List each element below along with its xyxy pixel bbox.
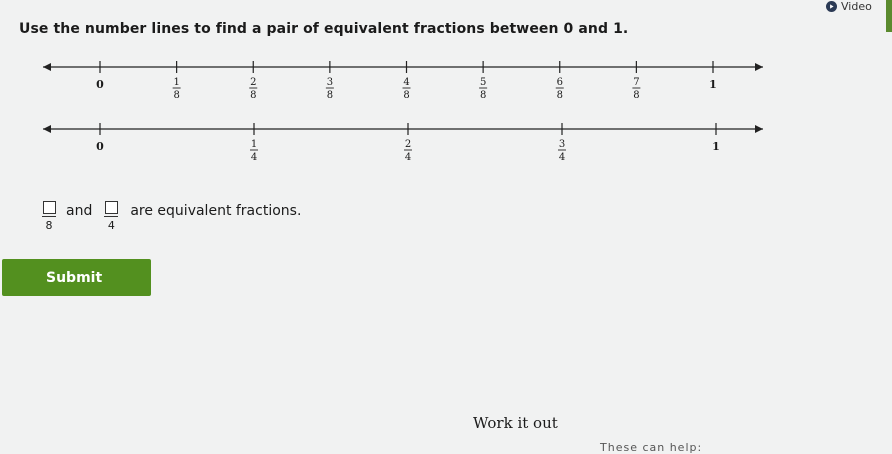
tick-label: 0 — [96, 78, 104, 91]
tick-label: 0 — [96, 140, 104, 153]
tick-denominator: 8 — [403, 90, 410, 101]
tick-numerator: 1 — [250, 139, 258, 150]
tick-denominator: 8 — [556, 90, 563, 101]
arrow-left-icon — [43, 125, 51, 133]
tick-label: 1 — [709, 78, 717, 91]
and-text: and — [66, 203, 93, 219]
tick-numerator: 2 — [404, 139, 412, 150]
arrow-left-icon — [43, 63, 51, 71]
work-it-out-link[interactable]: Work it out — [473, 414, 558, 432]
tick-denominator: 4 — [250, 152, 258, 163]
answer-row — [38, 196, 309, 236]
denominator-fourths: 4 — [107, 218, 115, 232]
number-line-fourths — [43, 123, 763, 163]
denominator-eighths: 8 — [45, 218, 53, 232]
tick-numerator: 3 — [326, 77, 334, 88]
tick-denominator: 8 — [479, 90, 487, 101]
tick-numerator: 5 — [479, 77, 487, 88]
tick-numerator: 4 — [403, 77, 410, 88]
equivalent-statement-text: are equivalent fractions. — [130, 203, 302, 219]
tick-denominator: 8 — [633, 90, 640, 101]
fraction-eighths-input — [38, 201, 60, 232]
arrow-right-icon — [755, 125, 763, 133]
video-label: Video — [841, 0, 872, 13]
tick-numerator: 1 — [173, 77, 180, 88]
question-text: Use the number lines to find a pair of equivalent fractions between 0 and 1. — [19, 21, 629, 37]
arrow-right-icon — [755, 63, 763, 71]
fraction-bar — [42, 216, 56, 217]
tick-denominator: 4 — [558, 152, 566, 163]
numerator-input-eighths[interactable] — [43, 201, 56, 214]
tick-denominator: 8 — [250, 90, 257, 101]
numerator-input-fourths[interactable] — [105, 201, 118, 214]
tick-numerator: 3 — [558, 139, 566, 150]
tick-numerator: 6 — [556, 77, 563, 88]
number-line-eighths — [43, 61, 763, 101]
submit-button[interactable]: Submit — [2, 259, 151, 296]
tick-denominator: 4 — [404, 152, 412, 163]
help-text: These can help: — [600, 441, 703, 454]
tick-numerator: 7 — [633, 77, 640, 88]
tick-denominator: 8 — [173, 90, 180, 101]
fraction-bar — [104, 216, 118, 217]
tick-label: 1 — [712, 140, 720, 153]
tick-denominator: 8 — [326, 90, 334, 101]
tick-numerator: 2 — [250, 77, 257, 88]
number-lines — [0, 0, 892, 200]
fraction-fourths-input — [100, 201, 122, 232]
